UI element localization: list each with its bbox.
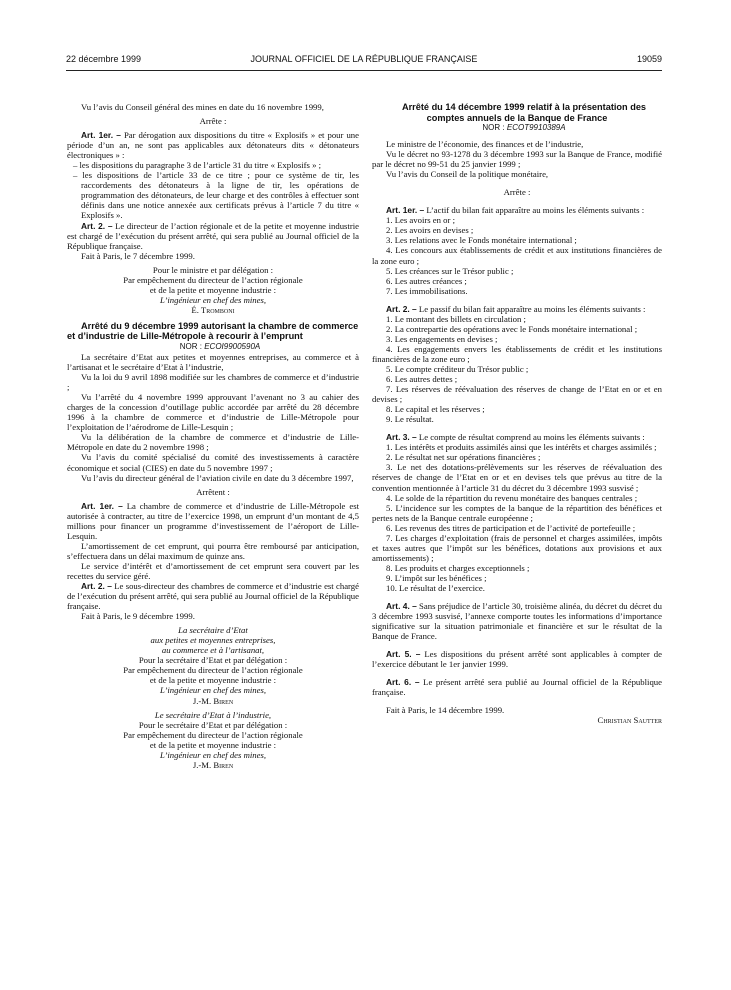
- signature-line: La secrétaire d’Etat: [178, 625, 248, 636]
- article-text: Le directeur de l’action régionale et de la petite et moyenne industrie est chargé de l’exécution du présent arrêté, qui sera publié au Journal officiel de la République française.: [67, 220, 359, 251]
- left-column: [67, 102, 359, 770]
- signature-line: L’ingénieur en chef des mines,: [159, 685, 267, 696]
- list-item: 7. Les charges d’exploitation (frais de personnel et charges assimilées, impôts et taxes autres que l’impôt sur les bénéfices, dotations aux provisions et aux amortissements) ;: [372, 532, 662, 563]
- header-page-number: 19059: [636, 54, 662, 64]
- paragraph: La secrétaire d’Etat aux petites et moyennes entreprises, au commerce et à l’artisanat et le secrétaire d’Etat à l’industrie,: [67, 351, 359, 373]
- list-item: 9. L’impôt sur les bénéfices ;: [386, 572, 487, 583]
- signature-line: Le secrétaire d’Etat à l’industrie,: [154, 709, 272, 720]
- list-item: 4. Les engagements envers les établissements de crédit et les institutions financières de la zone euro ;: [372, 343, 662, 364]
- signature-line: aux petites et moyennes entreprises,: [150, 635, 276, 646]
- fait-line: Fait à Paris, le 14 décembre 1999.: [386, 705, 505, 716]
- article-5: [372, 649, 662, 669]
- paragraph: Le ministre de l’économie, des finances et de l’industrie,: [386, 139, 584, 150]
- article-label: Art. 1er. –: [81, 130, 121, 141]
- list-item: 4. Les concours aux établissements de crédit et aux institutions financières de la zone euro ;: [372, 245, 662, 266]
- list-item: 10. Le résultat de l’exercice.: [386, 582, 485, 593]
- list-item: 8. Le capital et les réserves ;: [386, 404, 485, 415]
- article-1-list: [372, 215, 662, 295]
- list-item: 1. Le montant des billets en circulation ;: [386, 313, 526, 324]
- header-date: 22 décembre 1999: [66, 54, 142, 64]
- list-item: 9. Le résultat.: [386, 414, 434, 425]
- signature-line: L’ingénieur en chef des mines,: [159, 294, 267, 305]
- article-label: Art. 5. –: [386, 649, 421, 660]
- article-label: Art. 2. –: [81, 220, 113, 231]
- header-journal-title: JOURNAL OFFICIEL DE LA RÉPUBLIQUE FRANÇAISE: [250, 54, 478, 64]
- signature-line: et de la petite et moyenne industrie :: [149, 675, 277, 686]
- signature-line: Par empêchement du directeur de l’action régionale: [123, 274, 303, 285]
- signature-line: au commerce et à l’artisanat,: [161, 645, 265, 656]
- signatory-name: É. Tromboni: [191, 304, 235, 315]
- article-label: Art. 1er. –: [386, 205, 425, 216]
- article-text: Par dérogation aux dispositions du titre « Explosifs » et pour une période d’un an, ne sont pas applicables aux détonateurs dits « détonateurs électroniques » :: [67, 130, 359, 161]
- article-label: Art. 4. –: [386, 601, 417, 612]
- header-rule: [66, 70, 662, 71]
- article-label: Art. 6. –: [386, 677, 420, 688]
- decree-title: Arrêté du 9 décembre 1999 autorisant la chambre de commerce et d’industrie de Lille-Métropole à recourir à l’emprunt: [67, 320, 359, 342]
- signature-line: Pour le ministre et par délégation :: [152, 264, 274, 275]
- list-item: 1. Les intérêts et produits assimilés ainsi que les intérêts et charges assimilés ;: [386, 442, 657, 453]
- arretent-heading: Arrêtent :: [196, 486, 230, 497]
- list-item: – les dispositions du paragraphe 3 de l’article 31 du titre « Explosifs » ;: [73, 160, 322, 171]
- list-item: 6. Les autres dettes ;: [386, 374, 458, 385]
- article-4: [372, 601, 662, 641]
- signatory-name: J.-M. Biren: [192, 695, 234, 706]
- nor-reference: NOR : ECOI9900590A: [179, 341, 261, 351]
- article-6: [372, 677, 662, 697]
- page-header: [66, 54, 662, 68]
- list-item: 6. Les autres créances ;: [386, 275, 467, 286]
- list-item: 5. L’incidence sur les comptes de la banque de la répartition des bénéfices et pertes nets de la Banque centrale européenne ;: [372, 502, 662, 523]
- article-text: Le passif du bilan fait apparaître au moins les éléments suivants :: [418, 303, 646, 314]
- list-item: 5. Le compte créditeur du Trésor public ;: [386, 363, 529, 374]
- signature-line: L’ingénieur en chef des mines,: [159, 749, 267, 760]
- signature-line: Par empêchement du directeur de l’action régionale: [123, 729, 303, 740]
- list-item: 2. La contrepartie des opérations avec le Fonds monétaire international ;: [386, 323, 638, 334]
- nor-code: ECOT9910389A: [506, 123, 566, 132]
- signature-line: Pour le secrétaire d’Etat et par délégation :: [138, 719, 288, 730]
- article-text: Les dispositions du présent arrêté sont applicables à compter de l’exercice débutant le 1er janvier 1999.: [372, 649, 662, 670]
- article-label: Art. 1er. –: [81, 500, 123, 511]
- article-2: [67, 581, 359, 611]
- signature-line: Par empêchement du directeur de l’action régionale: [123, 665, 303, 676]
- list-item: – les dispositions de l’article 33 de ce titre ; pour ce système de tir, les raccordements des détonateurs à la ligne de tir, les opérations de programmation des détonateurs, de leur charge et des contrôles à effectuer sont définis dans une notice annexée aux certificats prévus à l’article 7 du titre « Explosifs ».: [73, 170, 359, 221]
- article-3: [372, 432, 662, 442]
- paragraph: Vu l’avis du directeur général de l’aviation civile en date du 3 décembre 1997,: [81, 472, 354, 483]
- article-text: La chambre de commerce et d’industrie de Lille-Métropole est autorisée à contracter, au titre de l’exercice 1998, un emprunt d’un montant de 4,5 millions pour financer un programme d’investissement de l’aéroport de Lille-Lesquin.: [67, 500, 359, 541]
- article-text: Le compte de résultat comprend au moins les éléments suivants :: [418, 432, 645, 443]
- article-1: [67, 501, 359, 541]
- article-text: L’actif du bilan fait apparaître au moins les éléments suivants :: [426, 205, 645, 216]
- decree-title: Arrêté du 14 décembre 1999 relatif à la présentation des comptes annuels de la Banque de France: [401, 102, 647, 123]
- article-text: Sans préjudice de l’article 30, troisième alinéa, du décret du décret du 3 décembre 1993 susvisé, l’annexe comporte toutes les informations d’importance significative sur la situation patrimoniale et financière et sur le résultat de la Banque de France.: [372, 601, 662, 642]
- list-item: 1. Les avoirs en or ;: [386, 215, 455, 226]
- paragraph: Vu l’avis du Conseil de la politique monétaire,: [386, 169, 549, 180]
- list-item: 7. Les immobilisations.: [386, 285, 468, 296]
- article-label: Art. 2. –: [386, 303, 417, 314]
- paragraph: Vu l’arrêté du 4 novembre 1999 approuvant l’avenant no 3 au cahier des charges de la concession d’outillage public accordée par arrêté du 28 décembre 1996 à la chambre de commerce et d’industrie de Lille-Métropole pour l’exploitation de l’aérodrome de Lille-Lesquin ;: [67, 392, 359, 433]
- article-text: Le présent arrêté sera publié au Journal officiel de la République française.: [372, 677, 662, 698]
- article-3-list: [372, 442, 662, 593]
- signatory-name: Christian Sautter: [597, 715, 662, 726]
- list-item: 8. Les produits et charges exceptionnels ;: [386, 562, 530, 573]
- list-item: 3. Le net des dotations-prélèvements sur les réserves de réévaluation des réserves de change de l’Etat en or et en devises tels que prévus au titre de la convention mentionnée à l’article 31 du décret du 3 décembre 1993 susvisé ;: [372, 462, 662, 493]
- list-item: 3. Les engagements en devises ;: [386, 333, 498, 344]
- article-2: [67, 221, 359, 251]
- list-item: 4. Le solde de la répartition du revenu monétaire des banques centrales ;: [386, 492, 638, 503]
- paragraph: Vu le décret no 93-1278 du 3 décembre 1993 sur la Banque de France, modifié par le décret no 99-51 du 25 janvier 1999 ;: [372, 149, 662, 170]
- signature-line: Pour la secrétaire d’Etat et par délégation :: [138, 655, 288, 666]
- fait-line: Fait à Paris, le 9 décembre 1999.: [81, 611, 195, 622]
- nor-code: ECOI9900590A: [204, 341, 261, 351]
- article-1: [372, 205, 662, 215]
- list-item: 6. Les revenus des titres de participation et de l’activité de portefeuille ;: [386, 522, 636, 533]
- signature-line: et de la petite et moyenne industrie :: [149, 284, 277, 295]
- paragraph: Vu la loi du 9 avril 1898 modifiée sur les chambres de commerce et d’industrie ;: [67, 372, 359, 393]
- list-item: 5. Les créances sur le Trésor public ;: [386, 265, 514, 276]
- fait-line: Fait à Paris, le 7 décembre 1999.: [81, 250, 195, 261]
- paragraph: Vu l’avis du Conseil général des mines en date du 16 novembre 1999,: [81, 102, 324, 112]
- article-text: Le sous-directeur des chambres de commerce et d’industrie est chargé de l’exécution du présent arrêté, qui sera publié au Journal officiel de la République française.: [67, 581, 359, 612]
- nor-reference: NOR : ECOT9910389A: [482, 123, 566, 132]
- arrete-heading: Arrête :: [199, 116, 227, 127]
- paragraph: Vu la délibération de la chambre de commerce et d’industrie de Lille-Métropole en date du 2 novembre 1998 ;: [67, 432, 359, 453]
- article-1: [67, 130, 359, 160]
- arrete-heading: Arrête :: [503, 187, 531, 198]
- article-label: Art. 3. –: [386, 432, 417, 443]
- list-item: 3. Les relations avec le Fonds monétaire international ;: [386, 235, 577, 246]
- right-column: [372, 102, 662, 725]
- list-item: 2. Les avoirs en devises ;: [386, 225, 474, 236]
- article-2: [372, 304, 662, 314]
- signatory-name: J.-M. Biren: [192, 759, 234, 770]
- article-2-list: [372, 314, 662, 425]
- paragraph: L’amortissement de cet emprunt, qui pourra être remboursé par anticipation, s’effectuera dans un délai maximum de quinze ans.: [67, 540, 359, 561]
- signature-line: et de la petite et moyenne industrie :: [149, 739, 277, 750]
- list-item: 7. Les réserves de réévaluation des réserves de change de l’Etat en or et en devises ;: [372, 384, 662, 405]
- paragraph: Vu l’avis du comité spécialisé du comité des investissements à caractère économique et social (CIES) en date du 5 novembre 1997 ;: [67, 452, 359, 473]
- list-item: 2. Le résultat net sur opérations financières ;: [386, 452, 541, 463]
- paragraph: Le service d’intérêt et d’amortissement de cet emprunt sera couvert par les recettes du service géré.: [67, 560, 359, 581]
- article-label: Art. 2. –: [81, 581, 112, 592]
